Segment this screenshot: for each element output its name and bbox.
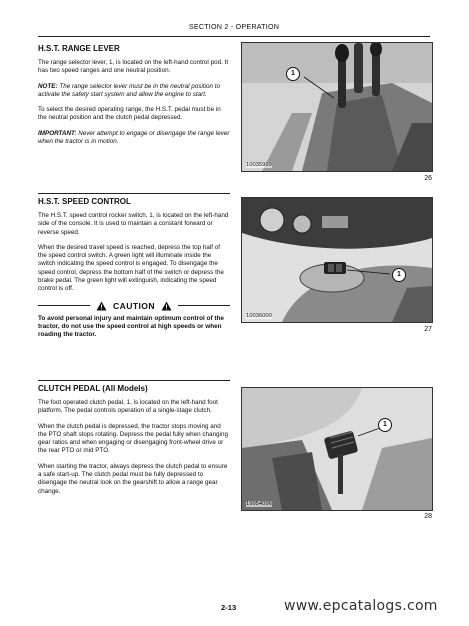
hst-speed-p2: When the desired travel speed is reached, depress the top half of the speed control switch. A green light will illuminate inside the switch indicating the speed control is engaged. To disengage the speed control, depress the bottom half of the switch or depress the brake pedal. The green light will extinguish, indicating the speed control is off.: [38, 243, 224, 293]
figure-clutch-pedal-photo: [241, 387, 433, 511]
figure-code: 19954096: [246, 501, 272, 507]
figure-range-lever-photo: [241, 42, 433, 172]
callout-1: 1: [286, 67, 300, 81]
clutch-title: CLUTCH PEDAL (All Models): [38, 384, 148, 393]
hst-speed-section: [38, 193, 230, 347]
callout-1: 1: [392, 268, 406, 282]
important-label: IMPORTANT:: [38, 129, 77, 137]
figure-number: 26: [424, 175, 432, 182]
clutch-p3: When starting the tractor, always depress the clutch pedal to ensure a safe start-up. The clutch pedal must be fully depressed to disengage the neutral look on the gearshift to allow a range gear change.: [38, 462, 228, 495]
clutch-p2: When the clutch pedal is depressed, the tractor stops moving and the PTO shaft stops rotating. Depress the pedal fully when changing gear ratios and when engaging or disengaging front-wheel drive or the rear PTO or mid PTO.: [38, 422, 228, 455]
warning-triangle-icon: [96, 301, 107, 311]
hst-range-note: [38, 83, 230, 100]
figure-code: 10035999: [246, 162, 272, 168]
caution-line-right: [178, 305, 230, 306]
section-rule: [38, 380, 230, 381]
warning-triangle-icon: [161, 301, 172, 311]
figure-speed-control-photo: [241, 197, 433, 323]
callout-1: 1: [378, 418, 392, 432]
clutch-p1: The foot operated clutch pedal, 1, is located on the left-hand foot platform. The pedal controls operation of a single-stage clutch.: [38, 399, 218, 415]
figure-number: 28: [424, 513, 432, 520]
hst-range-p2: To select the desired operating range, the H.S.T. pedal must be in the neutral position and the clutch pedal depressed.: [38, 106, 221, 122]
clutch-pedal-illustration: [242, 388, 432, 510]
caution-line-left: [38, 305, 90, 306]
figure-code: 10036000: [246, 313, 272, 319]
clutch-section: [38, 380, 230, 503]
section-header: SECTION 2 - OPERATION: [188, 22, 280, 31]
caution-text: To avoid personal injury and maintain optimum control of the tractor, do not use the speed control at high speeds or when roading the tractor.: [38, 314, 224, 339]
note-text: The range selector lever must be in the neutral position to activate the safety start system and allow the engine to start.: [38, 82, 221, 98]
hst-speed-p1: The H.S.T. speed control rocker switch, 1, is located on the left-hand side of the console. It is used to maintain a constant forward or reverse speed.: [38, 212, 229, 236]
hst-range-title: H.S.T. RANGE LEVER: [38, 44, 120, 53]
range-lever-illustration: [242, 43, 432, 171]
speed-control-illustration: [242, 198, 432, 322]
figure-number: 27: [424, 326, 432, 333]
watermark-text: www.epcatalogs.com: [284, 598, 438, 614]
page-number: 2-13: [221, 603, 237, 612]
hst-range-section: [38, 44, 230, 153]
important-text: Never attempt to engage or disengage the range lever when the tractor is in motion.: [38, 129, 230, 146]
header-rule: [38, 36, 430, 37]
caution-word: CAUTION: [113, 300, 155, 311]
hst-range-p1: The range selector lever, 1, is located on the left-hand control pod. It has two speed ranges and one neutral position.: [38, 59, 229, 75]
hst-speed-title: H.S.T. SPEED CONTROL: [38, 197, 131, 206]
caution-banner: [38, 301, 230, 311]
section-rule: [38, 193, 230, 194]
hst-range-important: [38, 130, 230, 147]
note-label: NOTE:: [38, 82, 58, 90]
